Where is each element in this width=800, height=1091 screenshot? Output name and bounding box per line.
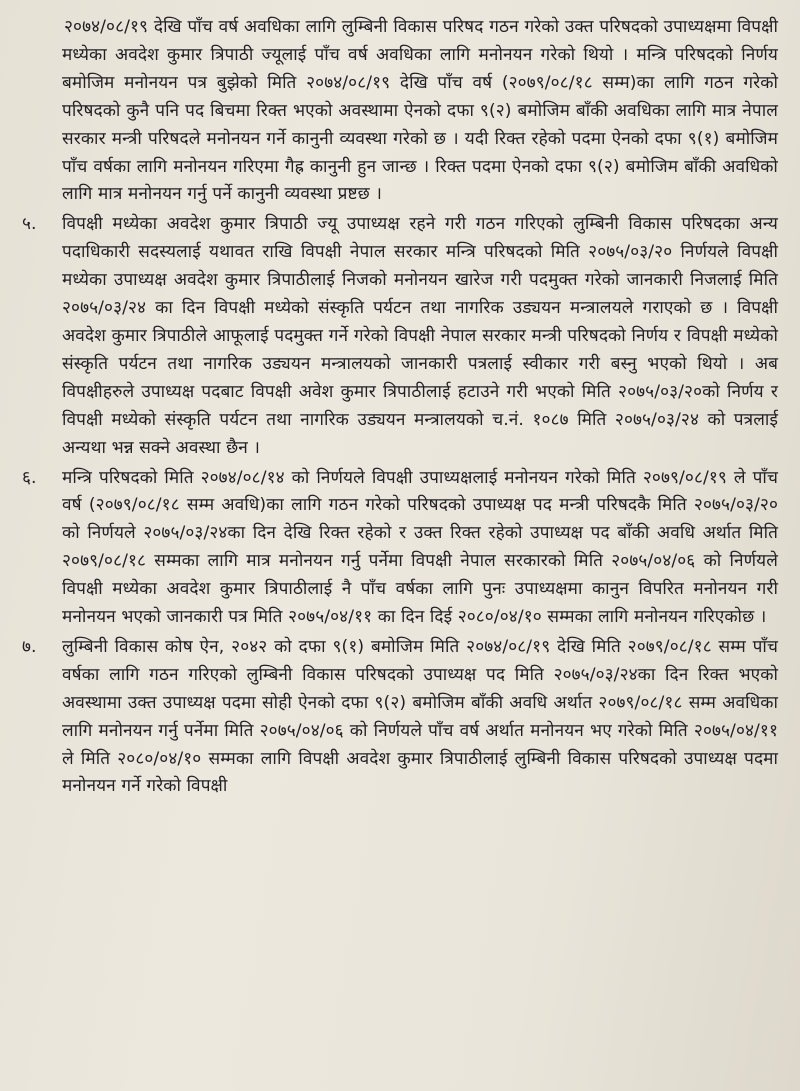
item-number: ५. <box>22 214 37 235</box>
list-item <box>18 211 778 462</box>
list-item <box>18 465 778 632</box>
item-number: ७. <box>22 636 37 657</box>
item-text: मन्त्रि परिषदको मिति २०७४/०८/१४ को निर्णयले विपक्षी उपाध्यक्षलाई मनोनयन गरेको मिति २०७९/०८/१९ ले पाँच वर्ष (२०७९/०८/१८ सम्म अवधि)का लागि गठन गरेको परिषदको उपाध्यक्ष पद मन्त्री परिषदकै मिति २०७५/०३/२० को निर्णयले २०७५/०३/२४का दिन देखि रिक्त रहेको र उक्त रिक्त रहेको उपाध्यक्ष पद बाँकी अवधि अर्थात मिति २०७९/०८/१८ सम्मका लागि मात्र मनोनयन गर्नु पर्नेमा विपक्षी नेपाल सरकारको मिति २०७५/०४/०६ को निर्णयले विपक्षी मध्येका अवदेश कुमार त्रिपाठीलाई नै पाँच वर्षका लागि पुनः उपाध्यक्षमा कानुन विपरित मनोनयन गरी मनोनयन भएको जानकारी पत्र मिति २०७५/०४/११ का दिन दिई २०८०/०४/१० सम्मका लागि मनोनयन गरिएकोछ । <box>62 467 778 628</box>
list-item <box>18 634 778 801</box>
item-text: लुम्बिनी विकास कोष ऐन, २०४२ को दफा ९(१) बमोजिम मिति २०७४/०८/१९ देखि मिति २०७९/०८/१८ सम्म पाँच वर्षका लागि गठन गरिएको लुम्बिनी विकास परिषदको उपाध्यक्ष पद मिति २०७५/०३/२४का दिन रिक्त भएको अवस्थामा उक्त उपाध्यक्ष पदमा सोही ऐनको दफा ९(२) बमोजिम बाँकी अवधि अर्थात २०७९/०८/१८ सम्म अवधिका लागि मनोनयन गर्नु पर्नेमा मिति २०७५/०४/०६ को निर्णयले पाँच वर्ष अर्थात मनोनयन भए गरेको मिति २०७५/०४/११ ले मिति २०८०/०४/१० सम्मका लागि विपक्षी अवदेश कुमार त्रिपाठीलाई लुम्बिनी विकास परिषदको उपाध्यक्ष पदमा मनोनयन गर्ने गरेको विपक्षी <box>62 636 778 797</box>
item-text: विपक्षी मध्येका अवदेश कुमार त्रिपाठी ज्यू उपाध्यक्ष रहने गरी गठन गरिएको लुम्बिनी विकास परिषदका अन्य पदाधिकारी सदस्यलाई यथावत राखि विपक्षी नेपाल सरकार मन्त्रि परिषदको मिति २०७५/०३/२० निर्णयले विपक्षी मध्येका उपाध्यक्ष अवदेश कुमार त्रिपाठीलाई निजको मनोनयन खारेज गरी पदमुक्त गरेको जानकारी निजलाई मिति २०७५/०३/२४ का दिन विपक्षी मध्येको संस्कृति पर्यटन तथा नागरिक उड्ययन मन्त्रालयले गराएको छ । विपक्षी अवदेश कुमार त्रिपाठीले आफूलाई पदमुक्त गर्ने गरेको विपक्षी नेपाल सरकार मन्त्री परिषदको निर्णय र विपक्षी मध्येको संस्कृति पर्यटन तथा नागरिक उड्ययन मन्त्रालयको जानकारी पत्रलाई स्वीकार गरी बस्नु भएको थियो । अब विपक्षीहरुले उपाध्यक्ष पदबाट विपक्षी अवेश कुमार त्रिपाठीलाई हटाउने गरी भएको मिति २०७५/०३/२०को निर्णय र विपक्षी मध्येको संस्कृति पर्यटन तथा नागरिक उड्ययन मन्त्रालयको च.नं. १०८७ मिति २०७५/०३/२४ को पत्रलाई अन्यथा भन्न सक्ने अवस्था छैन । <box>62 214 778 458</box>
intro-paragraph: २०७४/०८/१९ देखि पाँच वर्ष अवधिका लागि लुम्बिनी विकास परिषद गठन गरेको उक्त परिषदको उपाध्यक्षमा विपक्षी मध्येका अवदेश कुमार त्रिपाठी ज्यूलाई पाँच वर्ष अवधिका लागि मनोनयन गरेको थियो । मन्त्रि परिषदको निर्णय बमोजिम मनोनयन पत्र बुझेको मिति २०७४/०८/१९ देखि पाँच वर्ष (२०७९/०८/१८ सम्म)का लागि गठन गरेको परिषदको कुनै पनि पद बिचमा रिक्त भएको अवस्थामा ऐनको दफा ९(२) बमोजिम बाँकी अवधिका लागि मात्र नेपाल सरकार मन्त्री परिषदले मनोनयन गर्ने कानुनी व्यवस्था गरेको छ । यदी रिक्त रहेको पदमा ऐनको दफा ९(१) बमोजिम पाँच वर्षका लागि मनोनयन गरिएमा गैह्र कानुनी हुन जान्छ । रिक्त पदमा ऐनको दफा ९(२) बमोजिम बाँकी अवधिको लागि मात्र मनोनयन गर्नु पर्ने कानुनी व्यवस्था प्रष्टछ । <box>62 17 778 205</box>
item-number: ६. <box>22 467 37 488</box>
